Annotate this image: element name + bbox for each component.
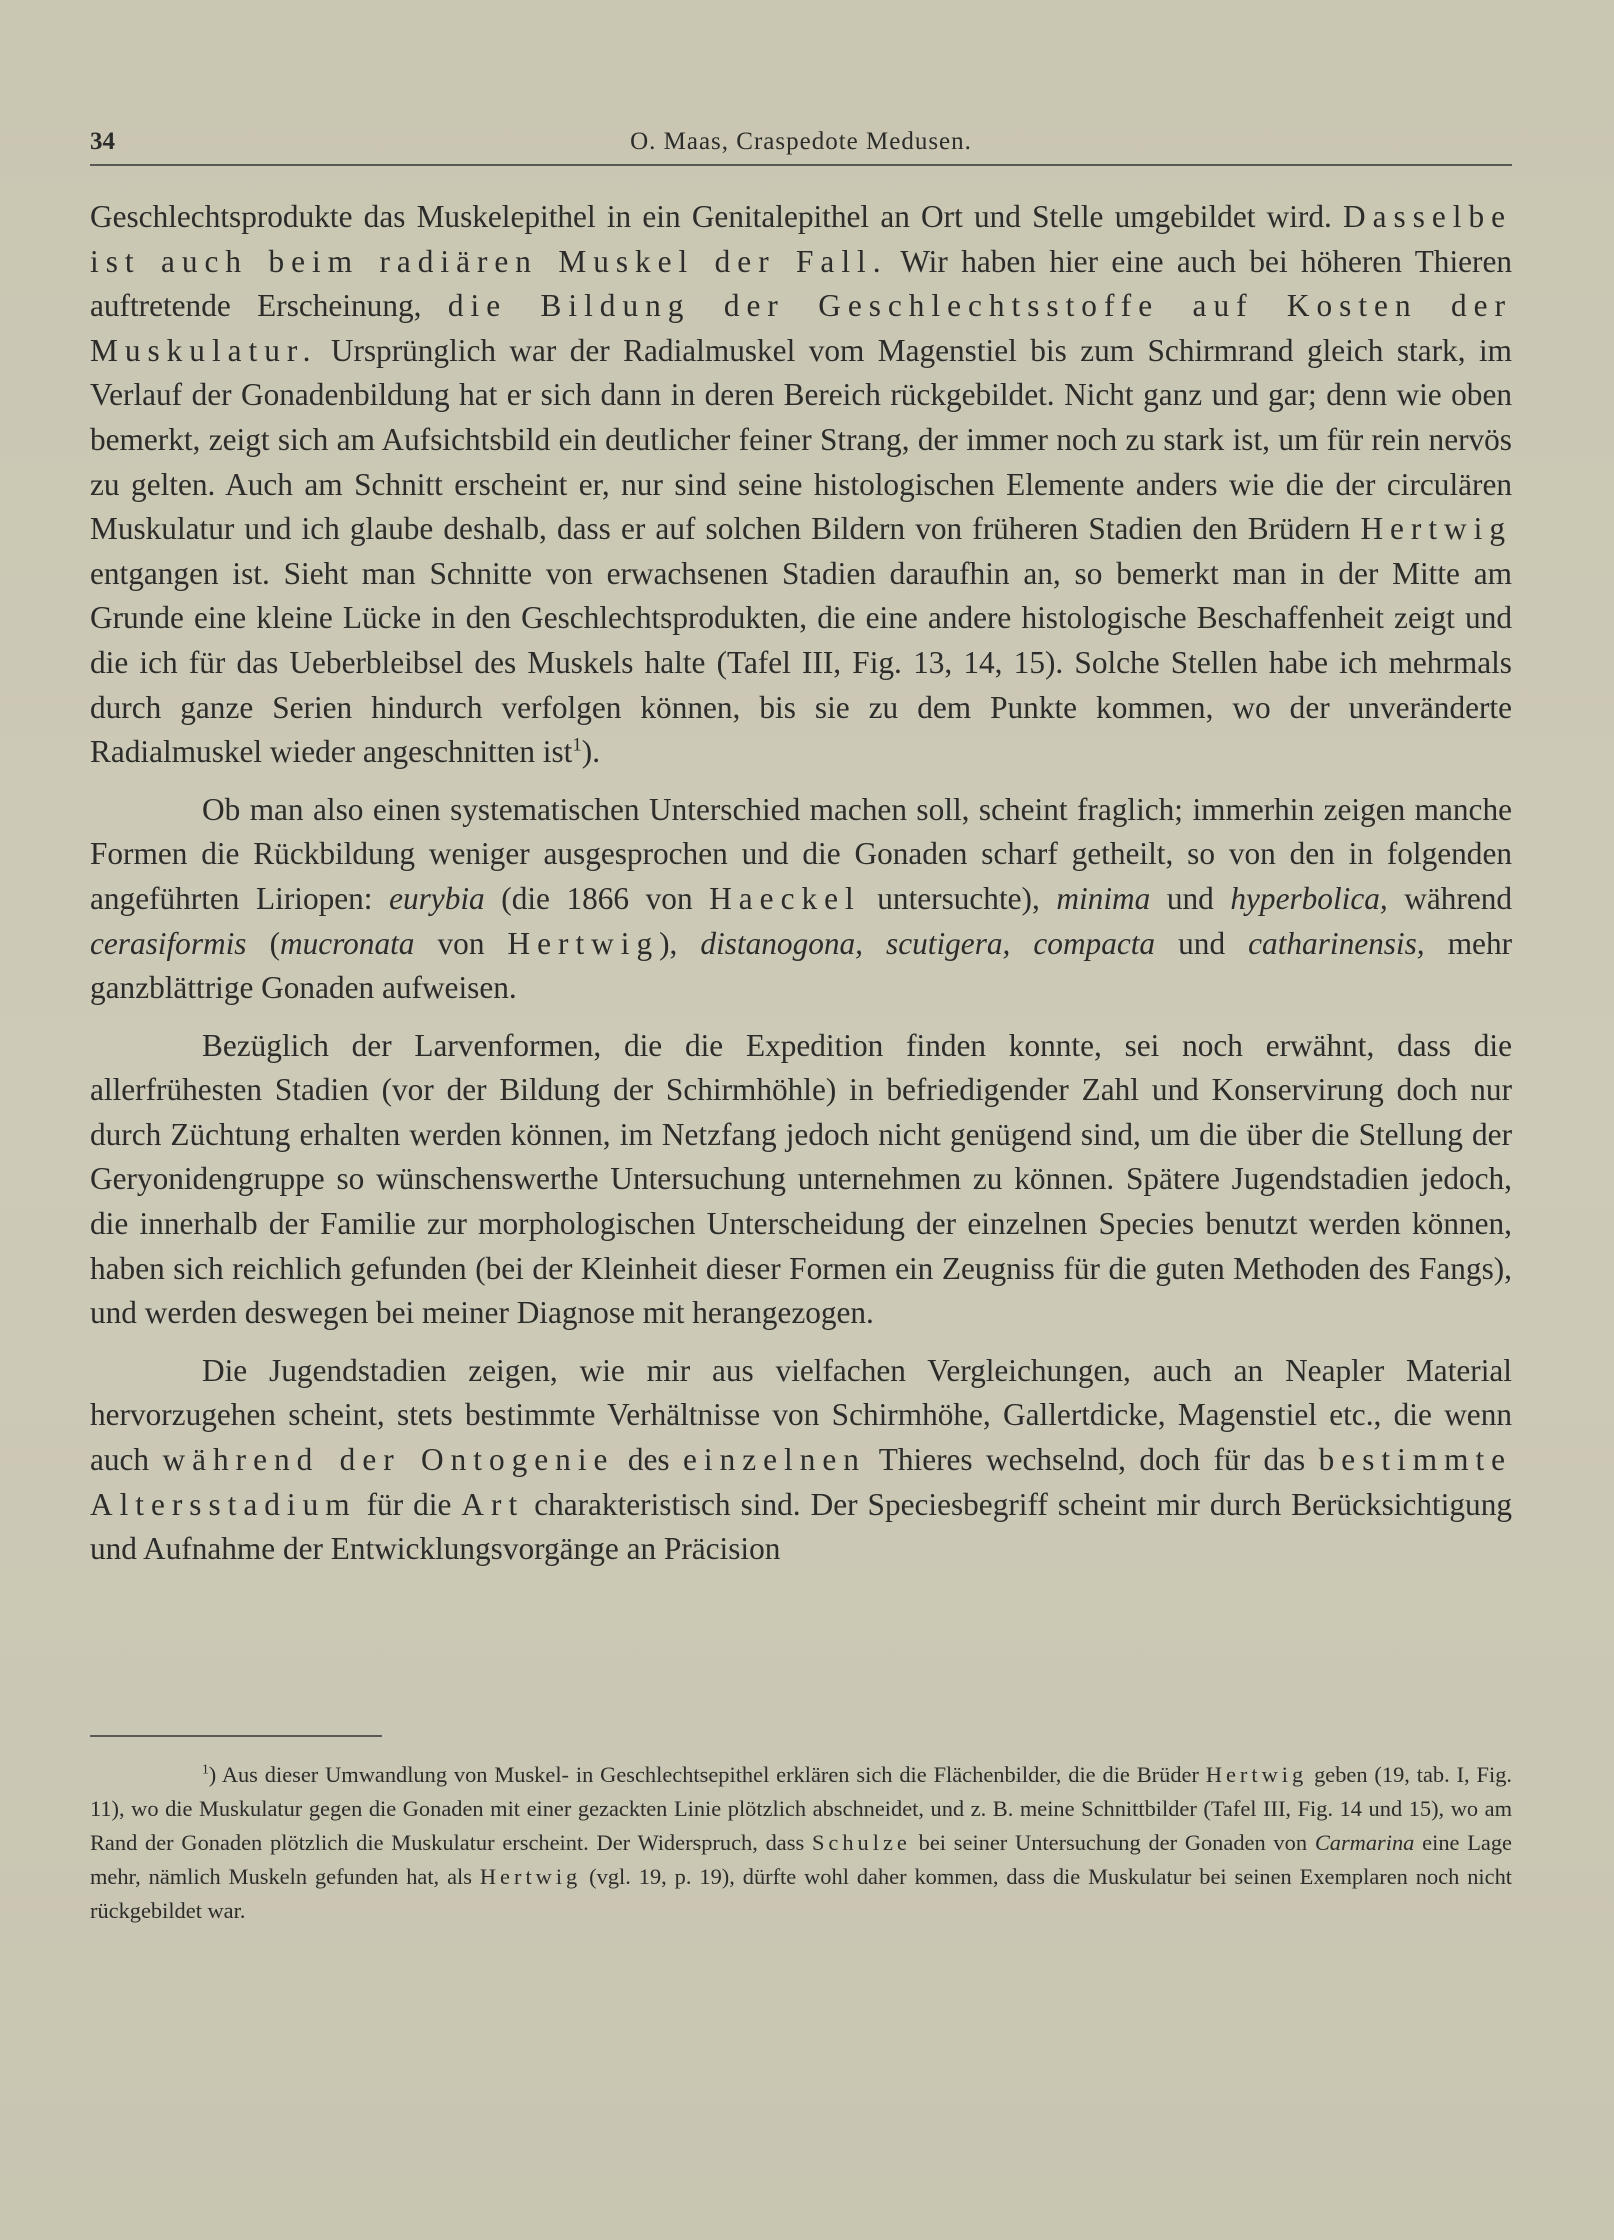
text-run: Ob man also einen systematischen Unterschied machen soll, scheint fraglich; immerhin zeigen manche Formen die Rückbildung weniger ausgesprochen und die Gonaden scharf getheilt, so von den in folgenden angeführten Liriopen: (90, 791, 1512, 916)
species-name: cerasiformis (90, 925, 247, 961)
paragraph-3: Bezüglich der Larvenformen, die die Expedition finden konnte, sei noch erwähnt, dass die allerfrühesten Stadien (vor der Bildung der Schirmhöhle) in befriedigender Zahl und Konservirung doch nur durch Züchtung erhalten werden können, im Netzfang jedoch nicht genügend sind, um die über die Stellung der Geryonidengruppe so wünschenswerthe Untersuchung unternehmen zu können. Spätere Jugendstadien jedoch, die innerhalb der Familie zur morphologischen Unterscheidung der einzelnen Species benutzt werden können, haben sich reichlich gefunden (bei der Kleinheit dieser Formen ein Zeugniss für die guten Methoden des Fangs), und werden deswegen bei meiner Diagnose mit herangezogen. (90, 1027, 1512, 1331)
text-run: für die (366, 1486, 452, 1522)
running-title: O. Maas, Craspedote Medusen. (630, 128, 972, 155)
text-run: eine Lage mehr, nämlich Muskeln gefunden hat, als (90, 1830, 1512, 1889)
author-name: Hertwig (507, 925, 660, 961)
spaced-emphasis: einzelnen (683, 1442, 866, 1478)
text-run: ( (269, 925, 280, 961)
body-text (90, 195, 1512, 1572)
spaced-emphasis: die Bildung der Geschlechtsstoffe auf Kosten der Muskulatur. (90, 288, 1512, 368)
text-run: charakteristisch sind. Der Speciesbegriff scheint mir durch Berücksichtigung und Aufnahme der Entwicklungsvorgänge an Präcision (90, 1486, 1512, 1567)
text-run: untersuchte), (877, 880, 1040, 916)
text-run: Thieres wechselnd, doch für das (878, 1442, 1306, 1478)
footnote-text (90, 1758, 1512, 1928)
text-run: (vgl. 19, p. 19), dürfte wohl daher kommen, dass die Muskulatur bei seinen Exemplaren noch nicht rückgebildet war. (90, 1864, 1512, 1923)
species-name: Carmarina (1314, 1830, 1415, 1855)
text-run: geben (19, tab. I, Fig. 11), wo die Muskulatur gegen die Gonaden mit einer gezackten Linie plötzlich abschneidet, und z. B. meine Schnittbilder (Tafel III, Fig. 14 und 15), wo am Rand der Gonaden plötzlich die Muskulatur erscheint. Der Widerspruch, dass (90, 1762, 1512, 1855)
text-run: und (1166, 880, 1214, 916)
footnote-reference[interactable]: 1 (572, 734, 582, 756)
footnote-separator (90, 1735, 382, 1737)
text-run: (die 1866 von (501, 880, 693, 916)
paragraph-1 (90, 195, 1512, 775)
text-run: ), (659, 925, 678, 961)
species-name: hyperbolica, (1230, 880, 1388, 916)
author-name: Schulze (811, 1830, 911, 1855)
paragraph-4 (90, 1349, 1512, 1572)
text-run: von (437, 925, 485, 961)
species-name: distanogona, scutigera, compacta (700, 925, 1156, 961)
text-run: mehr ganzblättrige Gonaden aufweisen. (90, 925, 1513, 1006)
text-run: während (1404, 880, 1513, 916)
text-run: Die Jugendstadien zeigen, wie mir aus vielfachen Vergleichungen, auch an Neapler Material hervorzugehen scheint, stets bestimmte Verhältnisse von Schirmhöhe, Gallertdicke, Magenstiel etc., die wenn auch (90, 1352, 1512, 1478)
spaced-emphasis: während der Ontogenie (162, 1442, 615, 1478)
text-run: Ursprünglich war der Radialmuskel vom Magenstiel bis zum Schirmrand gleich stark, im Verlauf der Gonadenbildung hat er sich dann in deren Bereich rückgebildet. Nicht ganz und gar; denn wie oben bemerkt, zeigt sich am Aufsichtsbild ein deutlicher feiner Strang, der immer noch zu stark ist, um für rein nervös zu gelten. Auch am Schnitt erscheint er, nur sind seine histologischen Elemente anders wie die der circulären Muskulatur und ich glaube deshalb, dass er auf solchen Bildern von früheren Stadien den Brüdern (90, 332, 1512, 547)
paragraph-2 (90, 788, 1512, 1011)
text-run: entgangen ist. Sieht man Schnitte von erwachsenen Stadien daraufhin an, so bemerkt man in der Mitte am Grunde eine kleine Lücke in den Geschlechtsprodukten, die eine andere histologische Beschaffenheit zeigt und die ich für das Ueberbleibsel des Muskels halte (Tafel III, Fig. 13, 14, 15). Solche Stellen habe ich mehrmals durch ganze Serien hindurch verfolgen können, bis sie zu dem Punkte kommen, wo der unveränderte Radialmuskel wieder angeschnitten ist (90, 555, 1512, 770)
species-name: mucronata (280, 925, 415, 961)
page-header (90, 128, 1512, 166)
text-run: Geschlechtsprodukte das Muskelepithel in ein Genitalepithel an Ort und Stelle umgebildet wird. (90, 199, 1332, 234)
species-name: eurybia (389, 880, 485, 916)
spaced-emphasis: Dasselbe ist auch beim radiären Muskel der Fall. (90, 199, 1512, 279)
text-run: und (1178, 925, 1226, 961)
species-name: catharinensis, (1248, 925, 1425, 961)
text-run: Wir haben hier eine auch bei höheren Thieren auftretende Erscheinung, (90, 243, 1513, 324)
text-run: ) Aus dieser Umwandlung von Muskel- in Geschlechtsepithel erklären sich die Flächenbilder, die die Brüder (208, 1762, 1199, 1787)
text-run: bei seiner Untersuchung der Gonaden von (918, 1830, 1308, 1855)
species-name: minima (1056, 880, 1151, 916)
author-name: Hertwig (479, 1864, 582, 1889)
text-run: ). (581, 734, 601, 770)
footnote (90, 1758, 1512, 1928)
page-number: 34 (90, 128, 115, 155)
author-name: Haeckel (709, 880, 861, 916)
footnote-marker: 1 (202, 1761, 209, 1777)
author-name: Hertwig (1205, 1762, 1308, 1787)
text-run: des (627, 1442, 670, 1478)
spaced-emphasis: Art (461, 1486, 525, 1522)
author-name: Hertwig (1360, 511, 1512, 547)
spaced-emphasis: bestimmte Altersstadium (90, 1442, 1513, 1522)
